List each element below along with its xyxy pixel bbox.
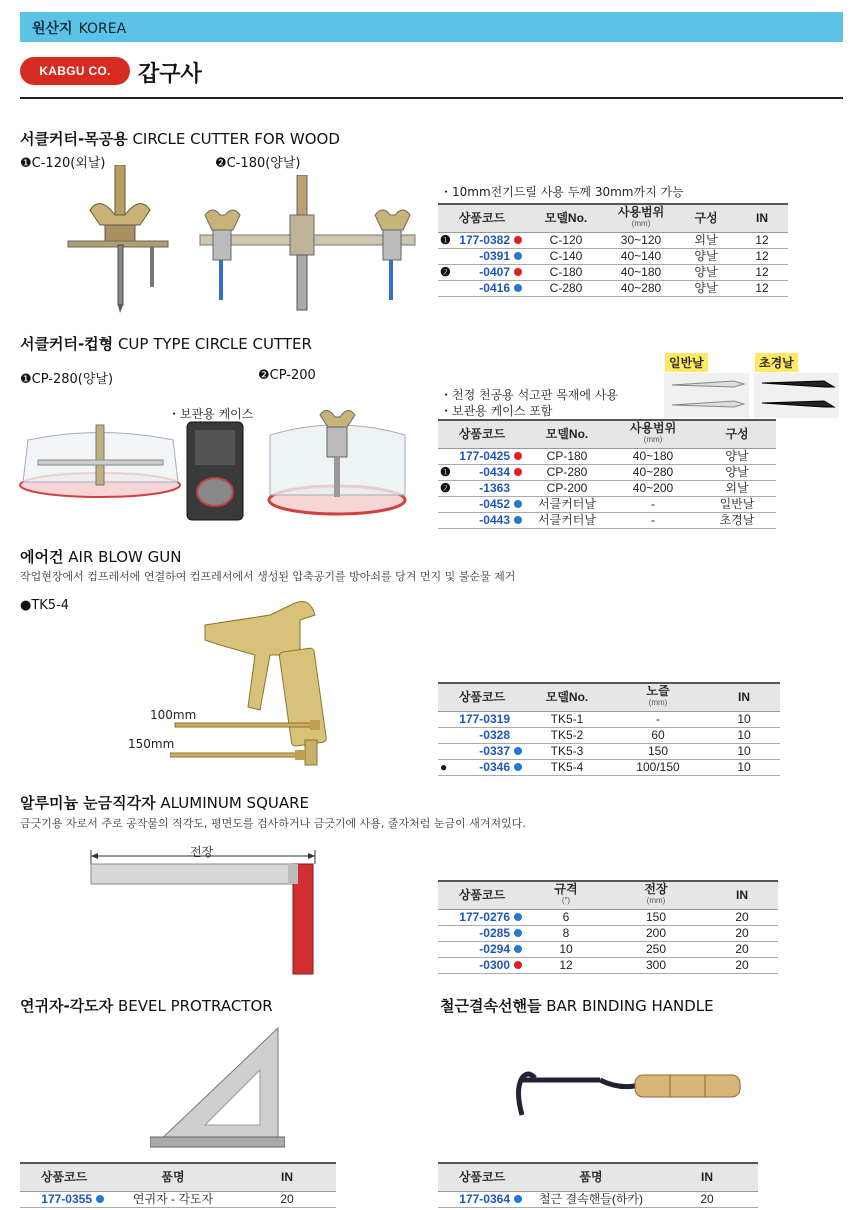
status-dot-blue [514, 1195, 522, 1203]
bar-binding-handle-image [510, 1060, 750, 1125]
table-row: ❶ 177-0382 C-120 30~120 외날 12 [438, 232, 788, 248]
spec-table-cup-cutter [438, 419, 776, 529]
table-row: -0443 서클커터날 - 초경날 [438, 512, 776, 528]
spec-table-circle-cutter-wood [438, 203, 788, 297]
cup-cutter-cp200-image [265, 395, 410, 520]
status-dot-blue [96, 1195, 104, 1203]
table-row: -0328 TK5-2 60 10 [438, 727, 780, 743]
blade-tag-carbide: 초경날 [755, 353, 798, 372]
col-header-in: IN [238, 1163, 336, 1191]
circle-cutter-c120-image [60, 165, 180, 315]
table-row: -0452 서클커터날 - 일반날 [438, 496, 776, 512]
status-dot-blue [514, 516, 522, 524]
section-title-air-gun: 에어건 AIR BLOW GUN [20, 548, 182, 566]
table-row: ❶ -0434 CP-280 40~280 양날 [438, 464, 776, 480]
brand-logo: KABGU CO. [20, 57, 130, 85]
table-row: ● -0346 TK5-4 100/150 10 [438, 759, 780, 775]
spec-table-bar-binding-handle [438, 1162, 758, 1208]
note-case-included: ・보관용 케이스 포함 [440, 404, 553, 418]
col-header-nozzle: 노즐 (mm) [608, 683, 708, 711]
col-header-in: IN [656, 1163, 758, 1191]
col-header-code: 상품코드 [438, 204, 526, 232]
model-label-c180: ❷C-180(양날) [215, 156, 301, 171]
col-header-in: IN [736, 204, 788, 232]
table-row: -0294 10 250 20 [438, 941, 778, 957]
col-header-code: 상품코드 [438, 420, 526, 448]
square-length-label: 전장 [190, 845, 214, 859]
col-header-range: 사용범위 (mm) [608, 420, 698, 448]
section-title-aluminum-square: 알루미늄 눈금직각자 ALUMINUM SQUARE [20, 794, 310, 812]
table-row: -0337 TK5-3 150 10 [438, 743, 780, 759]
col-header-range: 사용범위 (mm) [606, 204, 676, 232]
status-dot-red [514, 468, 522, 476]
general-blade-image [664, 373, 749, 418]
aluminum-square-image [88, 850, 318, 975]
spec-table-aluminum-square [438, 880, 778, 974]
col-header-length: 전장 (mm) [606, 881, 706, 909]
note-drill-depth: ・10mm전기드릴 사용 두께 30mm까지 가능 [440, 185, 684, 199]
section-title-circle-cutter-wood: 서클커터-목공용 CIRCLE CUTTER FOR WOOD [20, 130, 340, 148]
col-header-name: 품명 [526, 1163, 656, 1191]
col-header-model: 모델No. [526, 683, 608, 711]
nozzle-length-100: 100mm [150, 708, 197, 722]
col-header-in: IN [708, 683, 780, 711]
section-title-cup-cutter: 서클커터-컵형 CUP TYPE CIRCLE CUTTER [20, 335, 312, 353]
col-header-in: IN [706, 881, 778, 909]
table-row: ❷ -1363 CP-200 40~200 외날 [438, 480, 776, 496]
status-dot-blue [514, 500, 522, 508]
air-gun-description: 작업현장에서 컴프레서에 연결하여 컴프레서에서 생성된 압축공기를 방아쇠를 당겨 먼지 및 불순물 제거 [20, 570, 516, 583]
section-title-bevel-protractor: 연귀자-각도자 BEVEL PROTRACTOR [20, 997, 273, 1015]
status-dot-blue [514, 252, 522, 260]
table-row: 177-0276 6 150 20 [438, 909, 778, 925]
square-description: 금긋기용 자로서 주로 공작물의 직각도, 평면도를 검사하거나 금긋기에 사용, 줄자처럼 눈금이 새겨져있다. [20, 817, 526, 830]
note-ceiling-use: ・천정 천공용 석고판 목재에 사용 [440, 388, 618, 402]
status-dot-blue [514, 284, 522, 292]
table-row: -0285 8 200 20 [438, 925, 778, 941]
company-name: 갑구사 [138, 62, 202, 87]
circle-cutter-c180-image [195, 175, 420, 320]
table-row: -0416 C-280 40~280 양날 12 [438, 280, 788, 296]
origin-label: 원산지 [32, 21, 73, 37]
section-title-bar-binding-handle: 철근결속선핸들 BAR BINDING HANDLE [440, 997, 714, 1015]
bevel-protractor-image [150, 1025, 285, 1150]
spec-table-bevel-protractor [20, 1162, 336, 1208]
status-dot-red [514, 452, 522, 460]
model-label-tk5-4: ●TK5-4 [20, 598, 70, 613]
storage-case-image [185, 420, 245, 525]
table-row: 177-0319 TK5-1 - 10 [438, 711, 780, 727]
table-row: ❷ -0407 C-180 40~180 양날 12 [438, 264, 788, 280]
status-dot-blue [514, 763, 522, 771]
status-dot-blue [514, 929, 522, 937]
model-label-cp280: ❶CP-280(양날) [20, 372, 114, 387]
col-header-code: 상품코드 [438, 683, 526, 711]
table-row: -0300 12 300 20 [438, 957, 778, 973]
col-header-size: 규격 (″) [526, 881, 606, 909]
case-label: ・보관용 케이스 [168, 407, 254, 421]
table-row: 177-0364 철근 결속핸들(하카) 20 [438, 1191, 758, 1207]
status-dot-blue [514, 747, 522, 755]
blade-tag-general: 일반날 [665, 353, 708, 372]
origin-value: KOREA [78, 21, 127, 37]
origin-bar [20, 12, 843, 42]
col-header-code: 상품코드 [438, 1163, 526, 1191]
col-header-model: 모델No. [526, 204, 606, 232]
table-row: 177-0425 CP-180 40~180 양날 [438, 448, 776, 464]
nozzle-length-150: 150mm [128, 737, 175, 751]
status-dot-red [514, 961, 522, 969]
table-row: -0391 C-140 40~140 양날 12 [438, 248, 788, 264]
nozzle-extensions-image [170, 717, 330, 767]
header-divider [20, 97, 843, 99]
spec-table-air-gun [438, 682, 780, 776]
status-dot-red [514, 236, 522, 244]
col-header-code: 상품코드 [20, 1163, 108, 1191]
status-dot-blue [514, 945, 522, 953]
col-header-name: 품명 [108, 1163, 238, 1191]
col-header-code: 상품코드 [438, 881, 526, 909]
table-row: 177-0355 연귀자 - 각도자 20 [20, 1191, 336, 1207]
col-header-type: 구성 [676, 204, 736, 232]
status-dot-red [514, 268, 522, 276]
col-header-type: 구성 [698, 420, 776, 448]
cup-cutter-cp280-image [18, 420, 183, 505]
model-label-cp200: ❷CP-200 [258, 368, 316, 383]
carbide-blade-image [754, 373, 839, 418]
col-header-model: 모델No. [526, 420, 608, 448]
model-label-c120: ❶C-120(외날) [20, 156, 106, 171]
status-dot-blue [514, 913, 522, 921]
